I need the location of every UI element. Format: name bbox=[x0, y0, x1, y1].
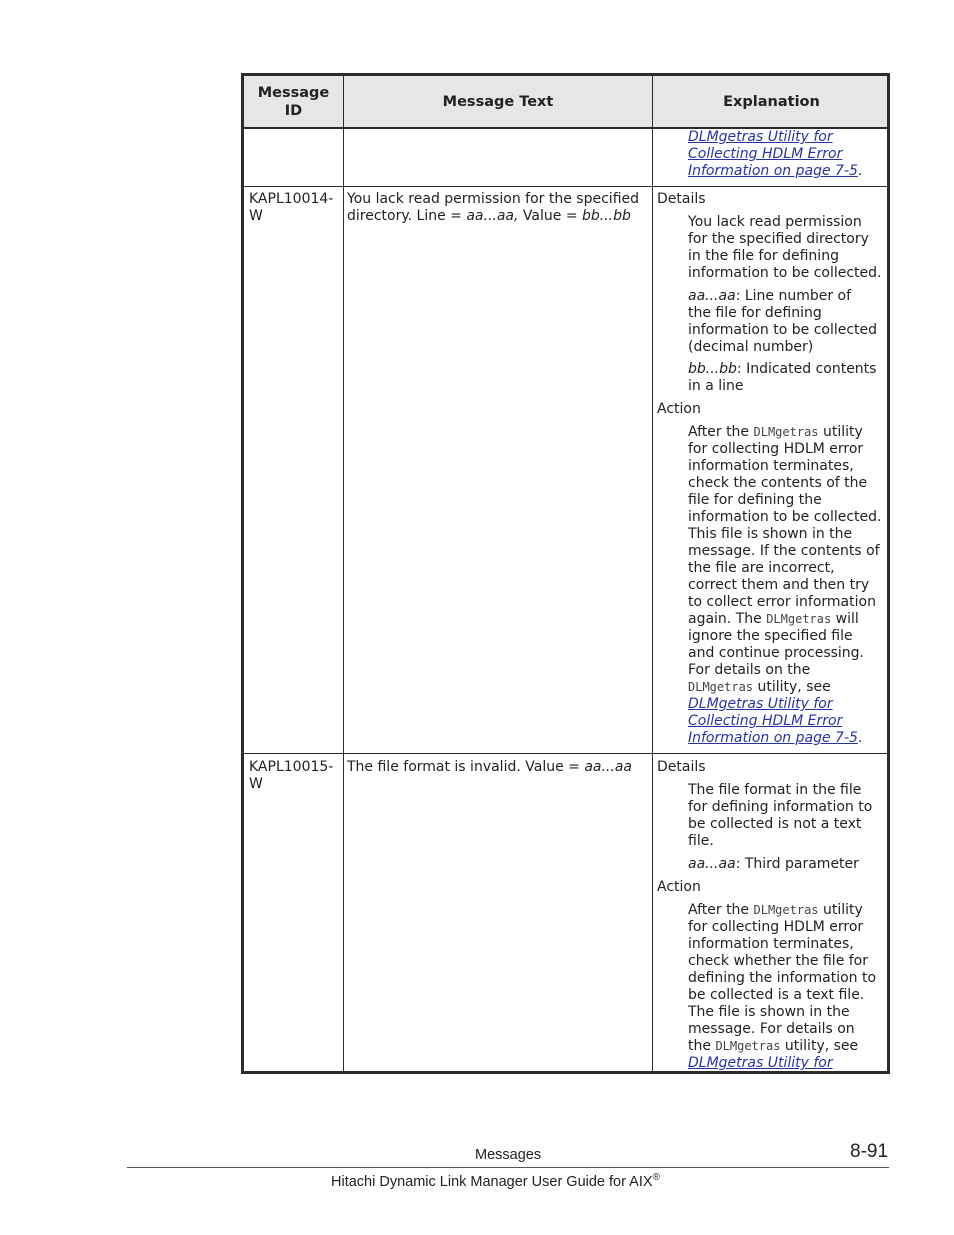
explanation-link-line[interactable]: Information on page 7-5. bbox=[688, 163, 863, 179]
action-label: Action bbox=[657, 401, 701, 417]
details-text: The file format in the file for defining information to be collected is not a text file. bbox=[688, 782, 873, 849]
book-title: Hitachi Dynamic Link Manager User Guide for AIX® bbox=[331, 1172, 660, 1190]
action-text: After the DLMgetras utility for collecting HDLM error information terminates, check the contents of the file for defining the information to be collected. This file is shown in the message. If the contents of the file are incorrect, correct them and then try to collect error information again. The DLMgetras will ignore the specified file and continue processing. For details on the DLMgetras utility, see DLMgetras Utility for Collecting HDLM Error Information on page 7-5. bbox=[688, 424, 882, 746]
row-divider bbox=[244, 186, 887, 187]
explanation-link-line[interactable]: DLMgetras Utility for bbox=[688, 129, 833, 145]
message-text: You lack read permission for the specified directory. Line = aa...aa, Value = bb...bb bbox=[347, 191, 640, 224]
row-divider bbox=[244, 753, 887, 754]
explanation-link-line[interactable]: Collecting HDLM Error bbox=[688, 146, 843, 162]
column-divider bbox=[343, 76, 344, 1071]
message-text: The file format is invalid. Value = aa...aa bbox=[347, 759, 632, 775]
explanation-link-line[interactable]: Information on page 7-5. bbox=[688, 730, 863, 746]
page-number: 8-91 bbox=[850, 1141, 889, 1162]
details-label: Details bbox=[657, 191, 706, 207]
header-explanation: Explanation bbox=[723, 93, 820, 110]
variable-description: aa...aa: Third parameter bbox=[688, 856, 859, 872]
message-id: KAPL10014- W bbox=[249, 191, 334, 224]
header-message-id: Message ID bbox=[257, 84, 330, 119]
details-label: Details bbox=[657, 759, 706, 775]
action-label: Action bbox=[657, 879, 701, 895]
variable-description: bb...bb: Indicated contents in a line bbox=[688, 361, 877, 394]
footer-section: Messages bbox=[475, 1147, 542, 1163]
action-text: After the DLMgetras utility for collecting HDLM error information terminates, check whether the file for defining the information to be collected is a text file. The file is shown in the message. For details on the DLMgetras utility, see DLMgetras Utility for bbox=[688, 902, 877, 1071]
footer-rule bbox=[127, 1167, 889, 1168]
explanation-link-line[interactable]: Collecting HDLM Error bbox=[688, 713, 843, 729]
header-message-text: Message Text bbox=[442, 93, 554, 110]
variable-description: aa...aa: Line number of the file for defining information to be collected (decimal number) bbox=[688, 288, 878, 355]
details-text: You lack read permission for the specified directory in the file for defining information to be collected. bbox=[688, 214, 882, 281]
explanation-link-line[interactable]: DLMgetras Utility for bbox=[688, 696, 833, 712]
column-divider bbox=[652, 76, 653, 1071]
messages-table bbox=[241, 73, 890, 1074]
explanation-link-line[interactable]: DLMgetras Utility for bbox=[688, 1055, 833, 1071]
message-id: KAPL10015- W bbox=[249, 759, 334, 792]
